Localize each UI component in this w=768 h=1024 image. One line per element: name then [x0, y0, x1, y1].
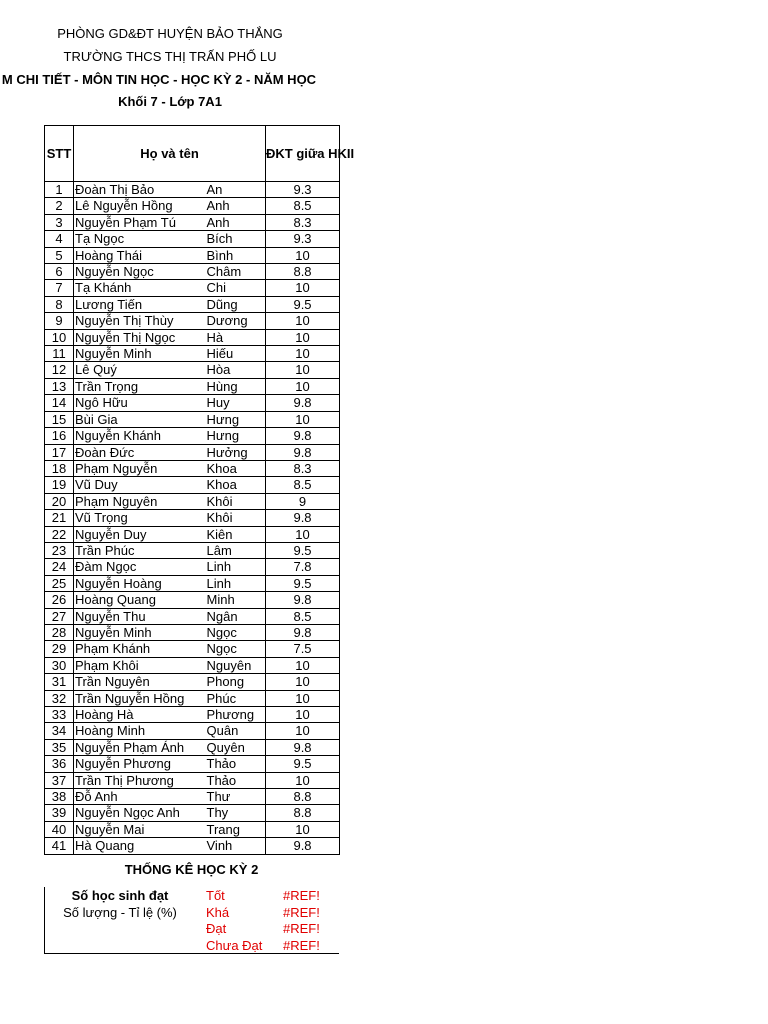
cell-last-name: Trần Phúc [74, 542, 206, 558]
cell-first-name: Hùng [206, 378, 266, 394]
cell-last-name: Trần Nguyễn Hồng [74, 690, 206, 706]
table-row [45, 624, 340, 640]
cell-first-name: Phong [206, 674, 266, 690]
cell-stt: 38 [45, 789, 74, 805]
department-name: PHÒNG GD&ĐT HUYỆN BẢO THẮNG [57, 26, 283, 41]
cell-last-name: Vũ Duy [74, 477, 206, 493]
cell-first-name: Hòa [206, 362, 266, 378]
cell-score: 10 [266, 346, 340, 362]
table-row [45, 477, 340, 493]
stats-label-main: Số học sinh đạt [71, 888, 169, 903]
cell-score: 10 [266, 674, 340, 690]
table-row [45, 789, 340, 805]
cell-last-name: Bùi Gia [74, 411, 206, 427]
cell-first-name: Khôi [206, 510, 266, 526]
cell-last-name: Trần Thị Phương [74, 772, 206, 788]
stats-level-value: #REF! [283, 888, 320, 903]
stats-level-name: Khá [206, 904, 230, 920]
cell-stt: 19 [45, 477, 74, 493]
column-header-stt: STT [45, 126, 74, 182]
cell-score: 8.3 [266, 460, 340, 476]
stats-title: THỐNG KÊ HỌC KỲ 2 [124, 862, 259, 877]
cell-last-name: Nguyễn Phạm Tú [74, 214, 206, 230]
cell-score: 8.8 [266, 264, 340, 280]
cell-last-name: Lê Nguyễn Hồng [74, 198, 206, 214]
cell-stt: 32 [45, 690, 74, 706]
cell-first-name: Thảo [206, 756, 266, 772]
table-row [45, 198, 340, 214]
cell-stt: 5 [45, 247, 74, 263]
cell-score: 9.5 [266, 296, 340, 312]
table-row [45, 247, 340, 263]
cell-first-name: Hưng [206, 428, 266, 444]
school-name: TRƯỜNG THCS THỊ TRẤN PHỐ LU [63, 49, 277, 64]
table-row [45, 182, 340, 198]
cell-last-name: Hoàng Quang [74, 592, 206, 608]
cell-first-name: Ngọc [206, 641, 266, 657]
cell-score: 10 [266, 690, 340, 706]
cell-stt: 2 [45, 198, 74, 214]
cell-score: 9.8 [266, 510, 340, 526]
cell-stt: 29 [45, 641, 74, 657]
cell-last-name: Lê Quý [74, 362, 206, 378]
cell-last-name: Nguyễn Hoàng [74, 575, 206, 591]
table-row [45, 641, 340, 657]
cell-score: 10 [266, 378, 340, 394]
cell-stt: 18 [45, 460, 74, 476]
cell-last-name: Hà Quang [74, 838, 206, 854]
table-body [45, 182, 340, 855]
cell-stt: 27 [45, 608, 74, 624]
table-header-row [45, 126, 340, 182]
table-row [45, 542, 340, 558]
cell-score: 10 [266, 707, 340, 723]
report-title-text: M CHI TIẾT - MÔN TIN HỌC - HỌC KỲ 2 - NĂM HỌC [1, 72, 317, 87]
cell-first-name: Châm [206, 264, 266, 280]
cell-stt: 8 [45, 296, 74, 312]
cell-score: 9.8 [266, 838, 340, 854]
cell-stt: 12 [45, 362, 74, 378]
cell-score: 9.3 [266, 182, 340, 198]
cell-stt: 35 [45, 739, 74, 755]
cell-first-name: Nguyên [206, 657, 266, 673]
table-row [45, 296, 340, 312]
cell-last-name: Tạ Khánh [74, 280, 206, 296]
cell-score: 9.5 [266, 575, 340, 591]
cell-last-name: Vũ Trọng [74, 510, 206, 526]
cell-last-name: Nguyễn Phạm Ánh [74, 739, 206, 755]
stats-level-value: #REF! [283, 937, 320, 953]
cell-score: 10 [266, 526, 340, 542]
table-row [45, 707, 340, 723]
cell-score: 9.8 [266, 592, 340, 608]
cell-score: 7.8 [266, 559, 340, 575]
cell-score: 10 [266, 821, 340, 837]
cell-first-name: Thảo [206, 772, 266, 788]
stats-level-value: #REF! [283, 921, 320, 936]
table-row [45, 739, 340, 755]
cell-last-name: Đàm Ngọc [74, 559, 206, 575]
cell-first-name: Chi [206, 280, 266, 296]
table-row [45, 460, 340, 476]
cell-first-name: Hiếu [206, 346, 266, 362]
cell-first-name: Phương [206, 707, 266, 723]
cell-last-name: Phạm Khôi [74, 657, 206, 673]
cell-last-name: Nguyễn Ngọc [74, 264, 206, 280]
cell-last-name: Nguyễn Thị Thùy [74, 313, 206, 329]
cell-stt: 10 [45, 329, 74, 345]
cell-last-name: Phạm Nguyên [74, 493, 206, 509]
cell-last-name: Ngô Hữu [74, 395, 206, 411]
cell-first-name: Khoa [206, 477, 266, 493]
cell-score: 8.8 [266, 805, 340, 821]
table-row [45, 428, 340, 444]
cell-stt: 23 [45, 542, 74, 558]
stats-level-value: #REF! [283, 904, 320, 920]
column-header-name: Họ và tên [74, 126, 266, 182]
cell-score: 8.5 [266, 477, 340, 493]
table-row [45, 444, 340, 460]
table-row [45, 510, 340, 526]
column-header-score: ĐKT giữa HKII [266, 126, 340, 182]
cell-last-name: Nguyễn Thị Ngọc [74, 329, 206, 345]
cell-first-name: Huy [206, 395, 266, 411]
cell-first-name: Bích [206, 231, 266, 247]
table-row [45, 329, 340, 345]
cell-first-name: Minh [206, 592, 266, 608]
cell-first-name: Lâm [206, 542, 266, 558]
cell-stt: 21 [45, 510, 74, 526]
cell-stt: 16 [45, 428, 74, 444]
cell-last-name: Nguyễn Ngọc Anh [74, 805, 206, 821]
cell-stt: 24 [45, 559, 74, 575]
cell-last-name: Nguyễn Thu [74, 608, 206, 624]
cell-score: 9.8 [266, 428, 340, 444]
table-row [45, 395, 340, 411]
cell-first-name: Ngọc [206, 624, 266, 640]
cell-stt: 25 [45, 575, 74, 591]
cell-score: 9 [266, 493, 340, 509]
table-row [45, 493, 340, 509]
table-row [45, 378, 340, 394]
cell-first-name: Thy [206, 805, 266, 821]
stats-level-name: Chưa Đạt [206, 937, 263, 953]
cell-first-name: Dũng [206, 296, 266, 312]
table-row [45, 559, 340, 575]
cell-last-name: Phạm Khánh [74, 641, 206, 657]
cell-stt: 3 [45, 214, 74, 230]
cell-stt: 30 [45, 657, 74, 673]
stats-level-row [206, 905, 336, 922]
class-label: Khối 7 - Lớp 7A1 [118, 94, 222, 109]
cell-stt: 34 [45, 723, 74, 739]
table-row [45, 264, 340, 280]
cell-score: 9.5 [266, 542, 340, 558]
table-row [45, 362, 340, 378]
cell-stt: 11 [45, 346, 74, 362]
table-row [45, 690, 340, 706]
cell-stt: 4 [45, 231, 74, 247]
table-row [45, 214, 340, 230]
cell-score: 10 [266, 723, 340, 739]
cell-score: 8.5 [266, 198, 340, 214]
table-row [45, 657, 340, 673]
cell-stt: 26 [45, 592, 74, 608]
cell-score: 10 [266, 313, 340, 329]
cell-stt: 1 [45, 182, 74, 198]
cell-first-name: Thư [206, 789, 266, 805]
cell-stt: 14 [45, 395, 74, 411]
stats-level-name: Đạt [206, 921, 227, 936]
stats-label-sub: Số lượng - Tỉ lệ (%) [63, 905, 177, 920]
cell-score: 10 [266, 247, 340, 263]
cell-score: 10 [266, 329, 340, 345]
stats-level-row [206, 888, 336, 905]
cell-score: 9.3 [266, 231, 340, 247]
cell-stt: 13 [45, 378, 74, 394]
cell-last-name: Nguyễn Phương [74, 756, 206, 772]
table-row [45, 231, 340, 247]
cell-score: 9.8 [266, 444, 340, 460]
table-row [45, 526, 340, 542]
cell-last-name: Trần Nguyên [74, 674, 206, 690]
cell-stt: 40 [45, 821, 74, 837]
cell-first-name: Linh [206, 575, 266, 591]
score-table [44, 125, 355, 855]
cell-first-name: Phúc [206, 690, 266, 706]
cell-first-name: Hưởng [206, 444, 266, 460]
cell-last-name: Hoàng Hà [74, 707, 206, 723]
cell-last-name: Đỗ Anh [74, 789, 206, 805]
cell-last-name: Nguyễn Minh [74, 346, 206, 362]
cell-stt: 9 [45, 313, 74, 329]
stats-level-row [206, 938, 336, 955]
cell-first-name: Trang [206, 821, 266, 837]
cell-last-name: Đoàn Đức [74, 444, 206, 460]
cell-score: 10 [266, 657, 340, 673]
cell-stt: 41 [45, 838, 74, 854]
cell-stt: 37 [45, 772, 74, 788]
cell-score: 9.8 [266, 395, 340, 411]
cell-stt: 7 [45, 280, 74, 296]
report-title [0, 72, 340, 87]
table-row [45, 346, 340, 362]
cell-score: 10 [266, 772, 340, 788]
cell-last-name: Lương Tiến [74, 296, 206, 312]
cell-first-name: Quyên [206, 739, 266, 755]
table-row [45, 838, 340, 854]
cell-first-name: Kiên [206, 526, 266, 542]
cell-stt: 39 [45, 805, 74, 821]
cell-last-name: Hoàng Thái [74, 247, 206, 263]
cell-stt: 6 [45, 264, 74, 280]
cell-first-name: Anh [206, 214, 266, 230]
cell-score: 10 [266, 362, 340, 378]
cell-score: 10 [266, 280, 340, 296]
cell-stt: 15 [45, 411, 74, 427]
cell-score: 9.8 [266, 624, 340, 640]
table-row [45, 411, 340, 427]
table-row [45, 821, 340, 837]
cell-last-name: Nguyễn Duy [74, 526, 206, 542]
cell-first-name: Anh [206, 198, 266, 214]
table-row [45, 723, 340, 739]
cell-stt: 22 [45, 526, 74, 542]
cell-score: 8.5 [266, 608, 340, 624]
cell-first-name: Hưng [206, 411, 266, 427]
cell-score: 7.5 [266, 641, 340, 657]
table-row [45, 756, 340, 772]
cell-last-name: Nguyễn Khánh [74, 428, 206, 444]
table-row [45, 608, 340, 624]
cell-score: 9.5 [266, 756, 340, 772]
cell-stt: 36 [45, 756, 74, 772]
table-row [45, 674, 340, 690]
stats-level-name: Tốt [206, 888, 225, 903]
cell-stt: 33 [45, 707, 74, 723]
cell-first-name: Bình [206, 247, 266, 263]
cell-first-name: Khoa [206, 460, 266, 476]
cell-stt: 31 [45, 674, 74, 690]
table-row [45, 805, 340, 821]
cell-last-name: Trần Trọng [74, 378, 206, 394]
cell-score: 10 [266, 411, 340, 427]
table-row [45, 772, 340, 788]
table-row [45, 592, 340, 608]
cell-last-name: Nguyễn Mai [74, 821, 206, 837]
cell-last-name: Đoàn Thị Bảo [74, 182, 206, 198]
table-row [45, 280, 340, 296]
cell-first-name: Vinh [206, 838, 266, 854]
stats-levels [206, 888, 336, 954]
cell-last-name: Tạ Ngọc [74, 231, 206, 247]
table-row [45, 575, 340, 591]
cell-score: 8.3 [266, 214, 340, 230]
cell-stt: 20 [45, 493, 74, 509]
cell-first-name: Quân [206, 723, 266, 739]
cell-first-name: Hà [206, 329, 266, 345]
cell-score: 9.8 [266, 739, 340, 755]
cell-first-name: Dương [206, 313, 266, 329]
cell-stt: 28 [45, 624, 74, 640]
cell-last-name: Hoàng Minh [74, 723, 206, 739]
cell-first-name: Linh [206, 559, 266, 575]
cell-last-name: Nguyễn Minh [74, 624, 206, 640]
cell-score: 8.8 [266, 789, 340, 805]
cell-first-name: Ngân [206, 608, 266, 624]
table-row [45, 313, 340, 329]
cell-first-name: An [206, 182, 266, 198]
cell-last-name: Phạm Nguyễn [74, 460, 206, 476]
cell-stt: 17 [45, 444, 74, 460]
stats-level-row [206, 921, 336, 938]
cell-first-name: Khôi [206, 493, 266, 509]
